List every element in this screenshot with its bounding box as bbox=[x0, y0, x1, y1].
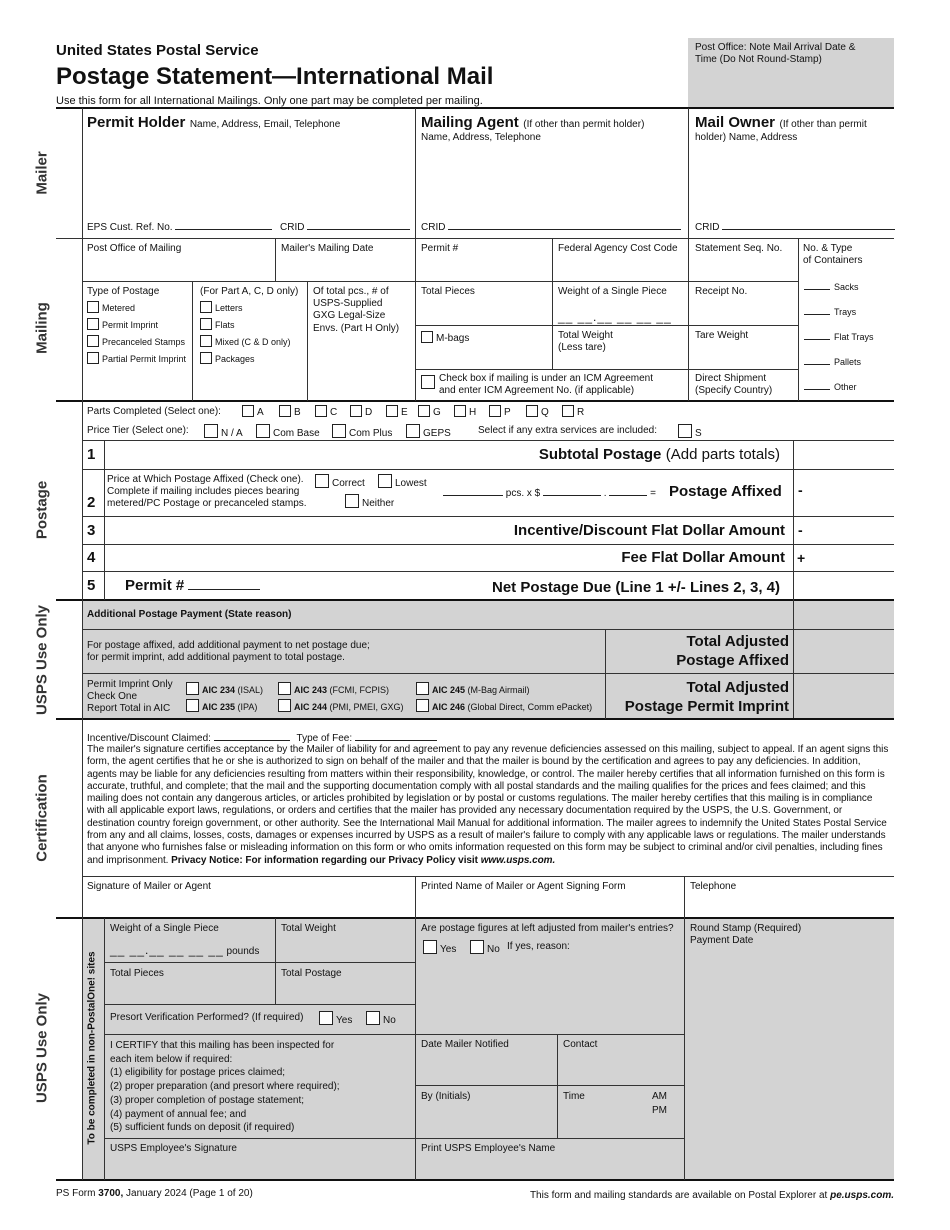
price-affixed-text: Price at Which Postage Affixed (Check one). Complete if mailing includes pieces bearing metered/PC Postage or precanceled stamps. bbox=[107, 474, 307, 510]
lowest-checkbox[interactable]: Lowest bbox=[378, 474, 427, 490]
usps-weight-blanks: __ __.__ __ __ __ pounds bbox=[110, 943, 260, 957]
permit-number-line[interactable]: Permit # bbox=[125, 577, 260, 594]
permit-holder-block[interactable] bbox=[87, 114, 340, 132]
additional-postage-label[interactable]: Additional Postage Payment (State reason) bbox=[87, 609, 292, 620]
part-option[interactable]: H bbox=[454, 405, 476, 419]
printed-name-field[interactable]: Printed Name of Mailer or Agent Signing Form bbox=[421, 881, 626, 892]
postage-affixed-label: Postage Affixed bbox=[669, 483, 782, 500]
minus-sign: - bbox=[798, 482, 803, 498]
eps-label: EPS Cust. Ref. No. bbox=[87, 222, 173, 233]
section-label-certification: Certification bbox=[33, 774, 51, 862]
aic-option[interactable]: AIC 235 (IPA) bbox=[186, 699, 257, 713]
fee-flat-label: Fee Flat Dollar Amount bbox=[621, 549, 785, 566]
section-label-usps-only-2: USPS Use Only bbox=[33, 992, 51, 1104]
permit-holder-title: Permit Holder bbox=[87, 114, 186, 131]
crid-label: CRID bbox=[421, 222, 446, 233]
mailing-agent-sub2: Name, Address, Telephone bbox=[421, 132, 541, 143]
usps-total-weight[interactable]: Total Weight bbox=[281, 923, 336, 934]
neither-checkbox[interactable]: Neither bbox=[345, 494, 394, 510]
container-row[interactable]: Other bbox=[804, 380, 874, 405]
usps-total-postage[interactable]: Total Postage bbox=[281, 968, 342, 979]
total-pieces-field[interactable]: Total Pieces bbox=[421, 286, 475, 297]
form-instruction: Use this form for all International Mailings. Only one part may be completed per mailing. bbox=[56, 95, 483, 107]
total-adjusted-affixed-label: Total Adjusted Postage Affixed bbox=[676, 633, 789, 669]
non-postalone-label: To be completed in non-PostalOne! sites bbox=[86, 951, 98, 1145]
containers-list bbox=[804, 280, 874, 405]
container-row[interactable]: Pallets bbox=[804, 355, 874, 380]
weight-single-piece-field[interactable]: Weight of a Single Piece bbox=[558, 286, 667, 297]
part-option[interactable]: G bbox=[418, 405, 441, 419]
parts-completed-row: Parts Completed (Select one): bbox=[87, 406, 221, 417]
postage-type-option[interactable]: Partial Permit Imprint bbox=[87, 352, 186, 369]
form-title: Postage Statement—International Mail bbox=[56, 63, 494, 90]
postage-type-option[interactable]: Permit Imprint bbox=[87, 318, 186, 335]
shape-group: (For Part A, C, D only) Letters Flats Mixed (C & D only) Packages bbox=[200, 286, 298, 369]
crid-field-1[interactable] bbox=[280, 220, 410, 234]
total-adjusted-pi-label: Total Adjusted Postage Permit Imprint bbox=[624, 679, 789, 715]
pm-label[interactable]: PM bbox=[652, 1105, 667, 1116]
tier-option[interactable]: Com Plus bbox=[332, 424, 392, 440]
mailers-mailing-date[interactable]: Mailer's Mailing Date bbox=[281, 243, 374, 254]
aic-option[interactable]: AIC 243 (FCMI, FCPIS) bbox=[278, 682, 389, 696]
shape-option[interactable]: Flats bbox=[200, 318, 298, 335]
aic-option[interactable]: AIC 234 (ISAL) bbox=[186, 682, 263, 696]
am-label[interactable]: AM bbox=[652, 1091, 667, 1102]
extra-service-s[interactable]: S bbox=[678, 424, 702, 440]
presort-question: Presort Verification Performed? (If required) bbox=[110, 1012, 304, 1023]
shape-option[interactable]: Packages bbox=[200, 352, 298, 369]
part-option[interactable]: Q bbox=[526, 405, 549, 419]
price-tier-label: Price Tier (Select one): bbox=[87, 425, 189, 436]
tier-option[interactable]: Com Base bbox=[256, 424, 320, 440]
line-3-number: 3 bbox=[87, 522, 96, 539]
direct-shipment-field[interactable]: Direct Shipment (Specify Country) bbox=[695, 373, 773, 397]
icm-checkbox[interactable] bbox=[421, 374, 438, 392]
aic-option[interactable]: AIC 246 (Global Direct, Comm ePacket) bbox=[416, 699, 592, 713]
po-note-text: Post Office: Note Mail Arrival Date & Time (Do Not Round-Stamp) bbox=[695, 42, 856, 66]
shape-option[interactable]: Mixed (C & D only) bbox=[200, 335, 298, 352]
pcs-calc[interactable]: pcs. x $ . = bbox=[443, 486, 656, 500]
line-1-number: 1 bbox=[87, 446, 96, 463]
section-label-postage: Postage bbox=[33, 480, 51, 540]
contact-field[interactable]: Contact bbox=[563, 1039, 598, 1050]
certify-list: I CERTIFY that this mailing has been inspected for each item below if required: (1) eligibility for postage prices claimed; (2) proper preparation (and presort where required); (3) proper completion of postage statement; (4) payment of annual fee; and (5) sufficient funds on deposit (if required) bbox=[110, 1040, 340, 1134]
adjusted-yes[interactable]: Yes bbox=[423, 940, 456, 956]
aic-option[interactable]: AIC 245 (M-Bag Airmail) bbox=[416, 682, 530, 696]
part-option[interactable]: P bbox=[489, 405, 511, 419]
permit-imprint-aic-label: Permit Imprint Only Check One Report Total in AIC bbox=[87, 679, 173, 715]
statement-seq-no[interactable]: Statement Seq. No. bbox=[695, 243, 783, 254]
footer-postal-explorer: This form and mailing standards are available on Postal Explorer at pe.usps.com. bbox=[529, 1190, 894, 1201]
tier-option[interactable]: N / A bbox=[204, 424, 243, 440]
additional-note: For postage affixed, add additional payment to net postage due; for permit imprint, add additional payment to total postage. bbox=[87, 640, 370, 664]
postage-type-option[interactable]: Precanceled Stamps bbox=[87, 335, 186, 352]
line-5-number: 5 bbox=[87, 577, 96, 594]
usps-weight-single[interactable]: Weight of a Single Piece bbox=[110, 923, 219, 934]
round-stamp-field[interactable]: Round Stamp (Required) Payment Date bbox=[690, 923, 802, 947]
certification-text: The mailer's signature certifies acceptance by the Mailer of liability for and agreement to pay any revenue deficiencies assessed on this mailing, subject to appeal. If an agent signs this form, the agent certifies that he or she is authorized to sign on behalf of the mailer and that the mailer is bound by the certification and agrees to pay any deficiencies. In addition, agents may be liable for any deficiencies resulting from matters within their responsibility, knowledge, or control. The mailer hereby certifies that all information furnished on this form is accurate, truthful, and complete; that the mail and the supporting documentation comply with all postal standards and the mailing qualifies for the prices and fees claimed; and this mailing does not contain any dangerous articles, or articles prohibited by legislation or by postal or customs regulations. The mailer hereby certifies that this mailing is in compliance with all applicable export laws, regulations, or orders and certifies that the mailer has provided any necessary documentation required by the USPS, the U.S. Government, or destination country foreign government, or other authority. See the International Mail Manual for additional information. The mailer agrees to indemnify the United States Postal Service from any and all claims, losses, costs, damages or expenses incurred by USPS as a result of mailer's failure to comply with any applicable laws or regulations. The mailer understands that anyone who furnishes false or misleading information on this form or who omits information requested on this form may be subject to criminal and/or civil penalties, including fines and imprisonment. Privacy Notice: For information regarding our Privacy Policy visit www.usps.com. bbox=[87, 744, 889, 866]
container-row[interactable]: Trays bbox=[804, 305, 874, 330]
mail-owner-block[interactable] bbox=[695, 114, 890, 144]
crid-field-2[interactable] bbox=[421, 220, 681, 234]
part-option[interactable]: D bbox=[350, 405, 372, 419]
permit-number[interactable]: Permit # bbox=[421, 243, 459, 254]
net-postage-due-label: Net Postage Due (Line 1 +/- Lines 2, 3, 4) bbox=[492, 579, 780, 596]
part-option[interactable]: R bbox=[562, 405, 584, 419]
line-4-number: 4 bbox=[87, 549, 96, 566]
weight-blanks: __ __.__ __ __ __ bbox=[558, 310, 672, 324]
part-option[interactable]: B bbox=[279, 405, 301, 419]
crid-label: CRID bbox=[280, 222, 305, 233]
total-adjusted-pi-amount[interactable] bbox=[794, 674, 894, 718]
telephone-field[interactable]: Telephone bbox=[690, 881, 737, 892]
federal-agency-cost-code[interactable]: Federal Agency Cost Code bbox=[558, 243, 678, 254]
part-option[interactable]: A bbox=[242, 405, 264, 419]
subtotal-postage-label: Subtotal Postage (Add parts totals) bbox=[538, 446, 780, 463]
section-label-mailer: Mailer bbox=[33, 151, 51, 195]
adjusted-question: Are postage figures at left adjusted from mailer's entries? bbox=[421, 923, 674, 934]
employee-name-field[interactable]: Print USPS Employee's Name bbox=[421, 1143, 556, 1154]
minus-sign: - bbox=[798, 522, 803, 538]
aic-option[interactable]: AIC 244 (PMI, PMEI, GXG) bbox=[278, 699, 404, 713]
permit-holder-sub: Name, Address, Email, Telephone bbox=[189, 119, 341, 130]
extra-services-label: Select if any extra services are included: bbox=[478, 425, 657, 436]
form-number: PS Form 3700, January 2024 (Page 1 of 20) bbox=[56, 1188, 253, 1199]
crid-field-3[interactable] bbox=[695, 220, 895, 234]
total-weight-field[interactable]: Total Weight (Less tare) bbox=[558, 330, 613, 354]
incentive-discount-label: Incentive/Discount Flat Dollar Amount bbox=[513, 522, 785, 539]
by-initials-field[interactable]: By (Initials) bbox=[421, 1091, 471, 1102]
section-label-mailing: Mailing bbox=[33, 302, 51, 354]
part-option[interactable]: C bbox=[315, 405, 337, 419]
presort-no[interactable]: No bbox=[366, 1011, 396, 1027]
tier-option[interactable]: GEPS bbox=[406, 424, 451, 440]
mail-owner-title: Mail Owner bbox=[695, 114, 776, 131]
usps-total-pieces[interactable]: Total Pieces bbox=[110, 968, 164, 979]
presort-yes[interactable]: Yes bbox=[319, 1011, 352, 1027]
post-office-of-mailing[interactable]: Post Office of Mailing bbox=[87, 243, 182, 254]
mailer-signature-field[interactable]: Signature of Mailer or Agent bbox=[87, 881, 211, 892]
time-field[interactable]: Time bbox=[563, 1091, 585, 1102]
shape-option[interactable]: Letters bbox=[200, 301, 298, 318]
incentive-claimed-field[interactable]: Incentive/Discount Claimed: Type of Fee: bbox=[87, 731, 437, 745]
agency-name: United States Postal Service bbox=[56, 42, 259, 59]
correct-checkbox[interactable]: Correct bbox=[315, 474, 365, 490]
adjusted-no[interactable]: No bbox=[470, 940, 500, 956]
employee-signature-field[interactable]: USPS Employee's Signature bbox=[110, 1143, 237, 1154]
mailing-agent-block[interactable] bbox=[421, 114, 681, 144]
mail-owner-sub: (If other than permit bbox=[779, 119, 867, 130]
eps-field[interactable] bbox=[87, 220, 272, 234]
crid-label: CRID bbox=[695, 222, 720, 233]
mail-owner-sub2: holder) Name, Address bbox=[695, 132, 798, 143]
part-option[interactable]: E bbox=[386, 405, 408, 419]
containers-header: No. & Type of Containers bbox=[803, 243, 863, 267]
type-of-postage-group: Type of Postage Metered Permit Imprint Precanceled Stamps Partial Permit Imprint bbox=[87, 286, 186, 369]
icm-text: Check box if mailing is under an ICM Agreement and enter ICM Agreement No. (if applicable) bbox=[439, 373, 653, 397]
mailing-agent-sub: (If other than permit holder) bbox=[523, 119, 645, 130]
container-row[interactable]: Flat Trays bbox=[804, 330, 874, 355]
tare-weight-field[interactable]: Tare Weight bbox=[695, 330, 749, 341]
mailing-agent-title: Mailing Agent bbox=[421, 114, 519, 131]
line-2-number: 2 bbox=[87, 494, 96, 511]
section-label-usps-only: USPS Use Only bbox=[33, 604, 51, 716]
date-mailer-notified[interactable]: Date Mailer Notified bbox=[421, 1039, 509, 1050]
subtotal-postage-amount[interactable] bbox=[794, 441, 894, 469]
postage-type-option[interactable]: Metered bbox=[87, 301, 186, 318]
mbags-checkbox[interactable]: M-bags bbox=[421, 331, 469, 345]
plus-sign: + bbox=[797, 550, 806, 566]
adjusted-reason-label: If yes, reason: bbox=[507, 941, 570, 952]
total-adjusted-affixed-amount[interactable] bbox=[794, 630, 894, 673]
gxg-envelopes[interactable]: Of total pcs., # of USPS-Supplied GXG Legal-Size Envs. (Part H Only) bbox=[313, 286, 400, 334]
receipt-no-field[interactable]: Receipt No. bbox=[695, 286, 748, 297]
container-row[interactable]: Sacks bbox=[804, 280, 874, 305]
